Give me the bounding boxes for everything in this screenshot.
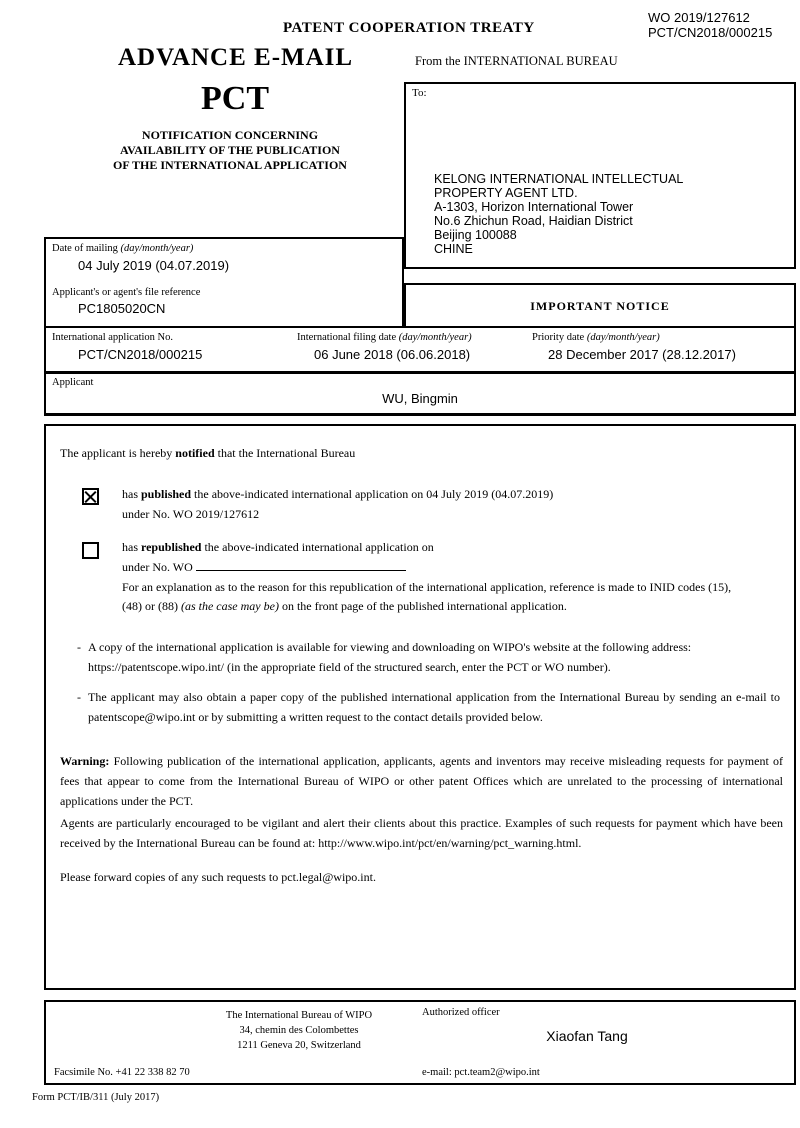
bureau-address-line: 34, chemin des Colombettes (239, 1025, 359, 1036)
important-notice-title: IMPORTANT NOTICE (530, 299, 670, 313)
footer-box (44, 1000, 796, 1085)
applicant-value: WU, Bingmin (382, 391, 458, 406)
wo-number-blank-line (196, 559, 406, 571)
priority-date-value: 28 December 2017 (28.12.2017) (548, 347, 736, 362)
file-reference-label: Applicant's or agent's file reference (52, 287, 201, 298)
published-checkbox-checked-icon (82, 488, 99, 505)
recipient-address-line: A-1303, Horizon International Tower (434, 200, 634, 214)
paper-copy-text: The applicant may also obtain a paper copy of the published international application from the International Bureau by sending an e-mail to patentscope@wipo.int or by submitting a written request to the contact details provided below. (88, 690, 780, 724)
republished-line2: under No. WO (122, 558, 762, 578)
important-notice-box (404, 283, 796, 328)
notification-title-line: OF THE INTERNATIONAL APPLICATION (113, 158, 347, 172)
pct-logo: PCT (201, 80, 269, 117)
notified-intro: The applicant is hereby notified that the International Bureau (60, 446, 356, 460)
authorized-officer-name: Xiaofan Tang (546, 1028, 628, 1044)
applicant-row (44, 372, 796, 416)
paper-copy-item (77, 688, 780, 728)
date-of-mailing-value: 04 July 2019 (04.07.2019) (78, 258, 230, 273)
recipient-address-line: No.6 Zhichun Road, Haidian District (434, 214, 633, 228)
to-box (404, 82, 796, 269)
form-number: Form PCT/IB/311 (July 2017) (32, 1092, 160, 1103)
advance-email-title: ADVANCE E-MAIL (118, 44, 354, 71)
from-bureau: INTERNATIONAL BUREAU (463, 54, 618, 68)
warning-paragraph: Warning: Following publication of the international application, applicants, agents and inventors may receive misleading requests for payment of fees that appear to come from the International Bureau of WIPO or other patent Offices which are unrelated to the processing of international applications under the PCT. (60, 754, 783, 808)
forward-requests-line: Please forward copies of any such requests to pct.legal@wipo.int. (60, 870, 376, 884)
agents-paragraph: Agents are particularly encouraged to be vigilant and alert their clients about this practice. Examples of such requests for payment which have been received by the International Bureau can be found at: http://www.wipo.int/pct/en/warning/pct_warning.html. (60, 816, 783, 850)
contact-email: e-mail: pct.team2@wipo.int (422, 1067, 540, 1078)
priority-date-label: Priority date (day/month/year) (532, 332, 660, 343)
intl-application-no-value: PCT/CN2018/000215 (78, 347, 203, 362)
republished-item (122, 538, 762, 617)
republished-line1: has republished the above-indicated international application on (122, 540, 434, 554)
intl-application-no-label: International application No. (52, 332, 174, 343)
application-info-row (44, 326, 796, 373)
facsimile-number: Facsimile No. +41 22 338 82 70 (54, 1067, 190, 1078)
published-line2: under No. WO 2019/127612 (122, 506, 260, 521)
published-line1: has published the above-indicated international application on 04 July 2019 (04.07.2019) (122, 487, 554, 501)
applicant-label: Applicant (52, 377, 94, 388)
notification-title-line: NOTIFICATION CONCERNING (141, 128, 319, 142)
dash-bullet: - (77, 640, 81, 654)
notification-body-box (44, 424, 796, 990)
bureau-address-line: The International Bureau of WIPO (225, 1010, 373, 1021)
treaty-title: PATENT COOPERATION TREATY (283, 20, 535, 36)
bureau-address-line: 1211 Geneva 20, Switzerland (237, 1040, 361, 1051)
mailing-box (44, 237, 404, 328)
to-label: To: (412, 87, 427, 99)
wo-number: WO 2019/127612 (648, 10, 750, 25)
authorized-officer-label: Authorized officer (422, 1007, 500, 1018)
pct-number: PCT/CN2018/000215 (648, 25, 773, 40)
bureau-address (149, 1008, 449, 1053)
recipient-address (434, 172, 683, 256)
notification-title (70, 128, 390, 173)
filing-date-label: International filing date (day/month/year) (297, 332, 472, 343)
from-prefix: From the (415, 54, 464, 68)
filing-date-value: 06 June 2018 (06.06.2018) (314, 347, 471, 362)
dash-bullet: - (77, 690, 81, 704)
date-of-mailing-label: Date of mailing (day/month/year) (52, 243, 194, 254)
file-reference-value: PC1805020CN (78, 301, 166, 316)
published-item (122, 485, 553, 525)
republished-explanation: For an explanation as to the reason for this republication of the international application, reference is made to INID codes (15), (48) or (88) (as the case may be) on the front page of the published international application. (122, 579, 732, 614)
copy-available-text: A copy of the international application is available for viewing and downloading on WIPO's website at the following address: https://patentscope.wipo.int/ (in the appropriate field of the structured search, enter the PCT or WO number). (88, 640, 692, 674)
recipient-address-line: Beijing 100088 (434, 228, 517, 242)
application-numbers (648, 10, 772, 40)
recipient-address-line: KELONG INTERNATIONAL INTELLECTUAL (434, 172, 684, 186)
copy-available-item (77, 638, 797, 678)
republished-checkbox-unchecked-icon (82, 542, 99, 559)
recipient-address-line: CHINE (434, 242, 473, 256)
recipient-address-line: PROPERTY AGENT LTD. (434, 186, 578, 200)
notification-title-line: AVAILABILITY OF THE PUBLICATION (120, 143, 340, 157)
from-international-bureau (415, 54, 618, 69)
